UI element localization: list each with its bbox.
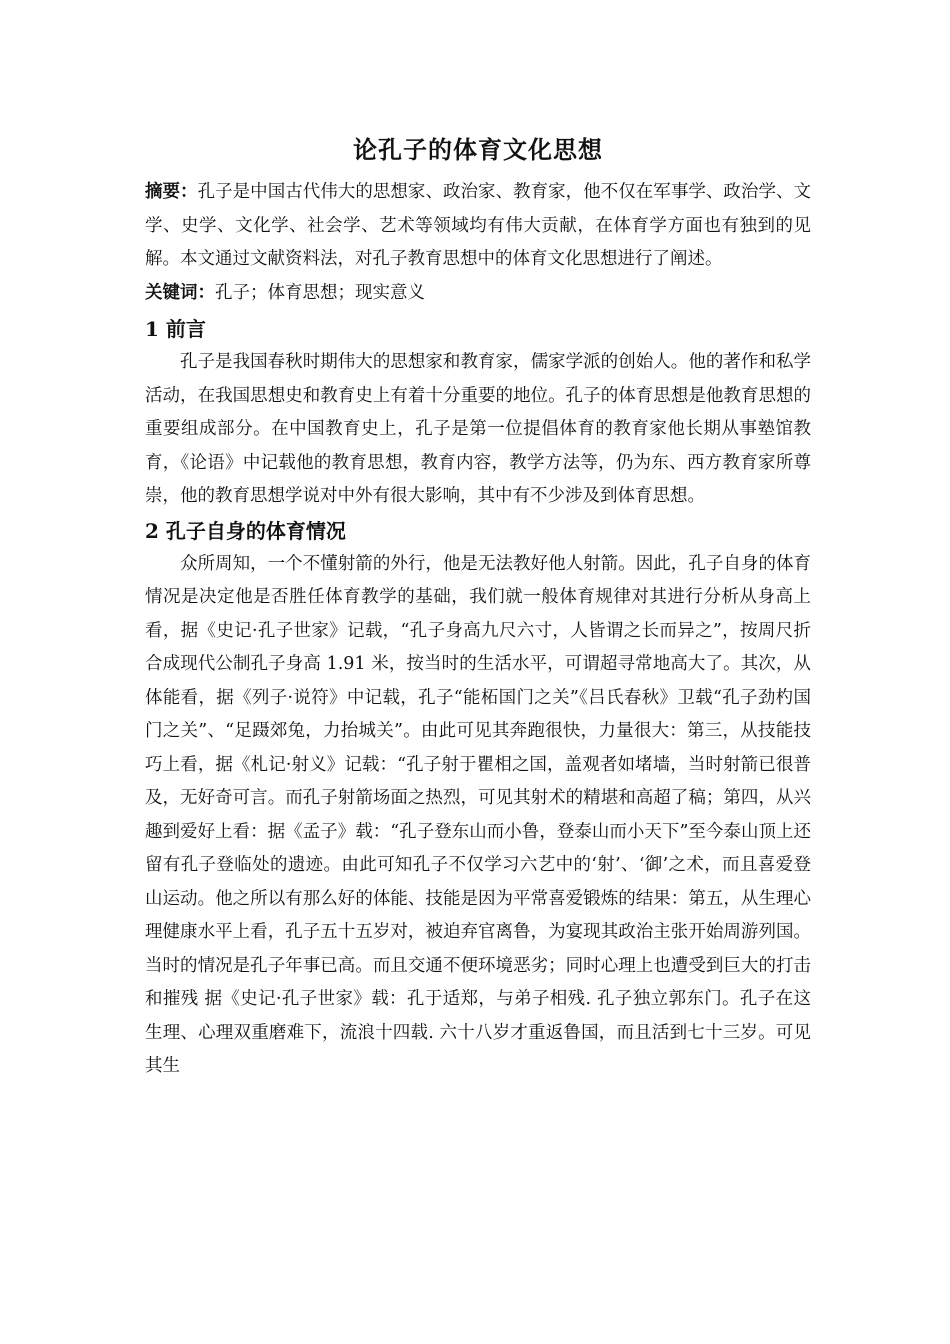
- keywords-text: 孔子；体育思想；现实意义: [215, 282, 425, 303]
- section-heading-preface: 1 前言: [145, 317, 206, 341]
- document-body: [145, 128, 811, 1084]
- section-paragraph-preface: 孔子是我国春秋时期伟大的思想家和教育家，儒家学派的创始人。他的著作和私学活动，在我国思想史和教育史上有着十分重要的地位。孔子的体育思想是他教育思想的重要组成部分。在中国教育史上，孔子是第一位提倡体育的教育家他长期从事塾馆教育，《论语》中记载他的教育思想，教育内容，教学方法等，仍为东、西方教育家所尊崇，他的教育思想学说对中外有很大影响，其中有不少涉及到体育思想。: [145, 352, 811, 506]
- section-paragraph-physical-condition: 众所周知，一个不懂射箭的外行，他是无法教好他人射箭。因此，孔子自身的体育情况是决定他是否胜任体育教学的基础，我们就一般体育规律对其进行分析从身高上看，据《史记·孔子世家》记载，“孔子身高九尺六寸，人皆谓之长而异之”，按周尺折合成现代公制孔子身高 1.91 米，按当时的生活水平，可谓超寻常地高大了。其次，从体能看，据《列子·说符》中记载，孔子“能柘国门之关”《吕氏春秋》卫载“孔子劲杓国门之关”、“足蹑郊兔，力抬城关”。由此可见其奔跑很快，力量很大：第三，从技能技巧上看，据《札记·射义》记载：“孔子射于瞿相之国，盖观者如堵墙，当时射箭已很普及，无好奇可言。而孔子射箭场面之热烈，可见其射术的精堪和高超了稿；第四，从兴趣到爱好上看：据《孟子》载：“孔子登东山而小鲁，登泰山而小天下”至今泰山顶上还留有孔子登临处的遗迹。由此可知孔子不仅学习六艺中的‘射’、‘御’之术，而且喜爱登山运动。他之所以有那么好的体能、技能是因为平常喜爱锻炼的结果：第五，从生理心理健康水平上看，孔子五十五岁对，被迫弃官离鲁，为宴现其政治主张开始周游列国。当时的情况是孔子年事已高。而且交通不便环境恶劣；同时心理上也遭受到巨大的打击和摧残 据《史记·孔子世家》载：孔于适郑，与弟子相残. 孔子独立郭东门。孔子在这生理、心理双重磨难下，流浪十四载. 六十八岁才重返鲁国，而且活到七十三岁。可见其生: [145, 553, 811, 1076]
- section-heading-physical-condition: 2 孔子自身的体育情况: [145, 518, 346, 543]
- abstract-label: 摘要：: [145, 182, 198, 202]
- abstract: [145, 176, 811, 277]
- keywords: [145, 277, 811, 311]
- document-title: 论孔子的体育文化思想: [353, 135, 603, 164]
- abstract-text: 孔子是中国古代伟大的思想家、政治家、教育家，他不仅在军事学、政治学、文学、史学、文化学、社会学、艺术等领域均有伟大贡献，在体育学方面也有独到的见解。本文通过文献资料法，对孔子教育思想中的体育文化思想进行了阐述。: [145, 182, 812, 269]
- keywords-label: 关键词：: [145, 282, 215, 303]
